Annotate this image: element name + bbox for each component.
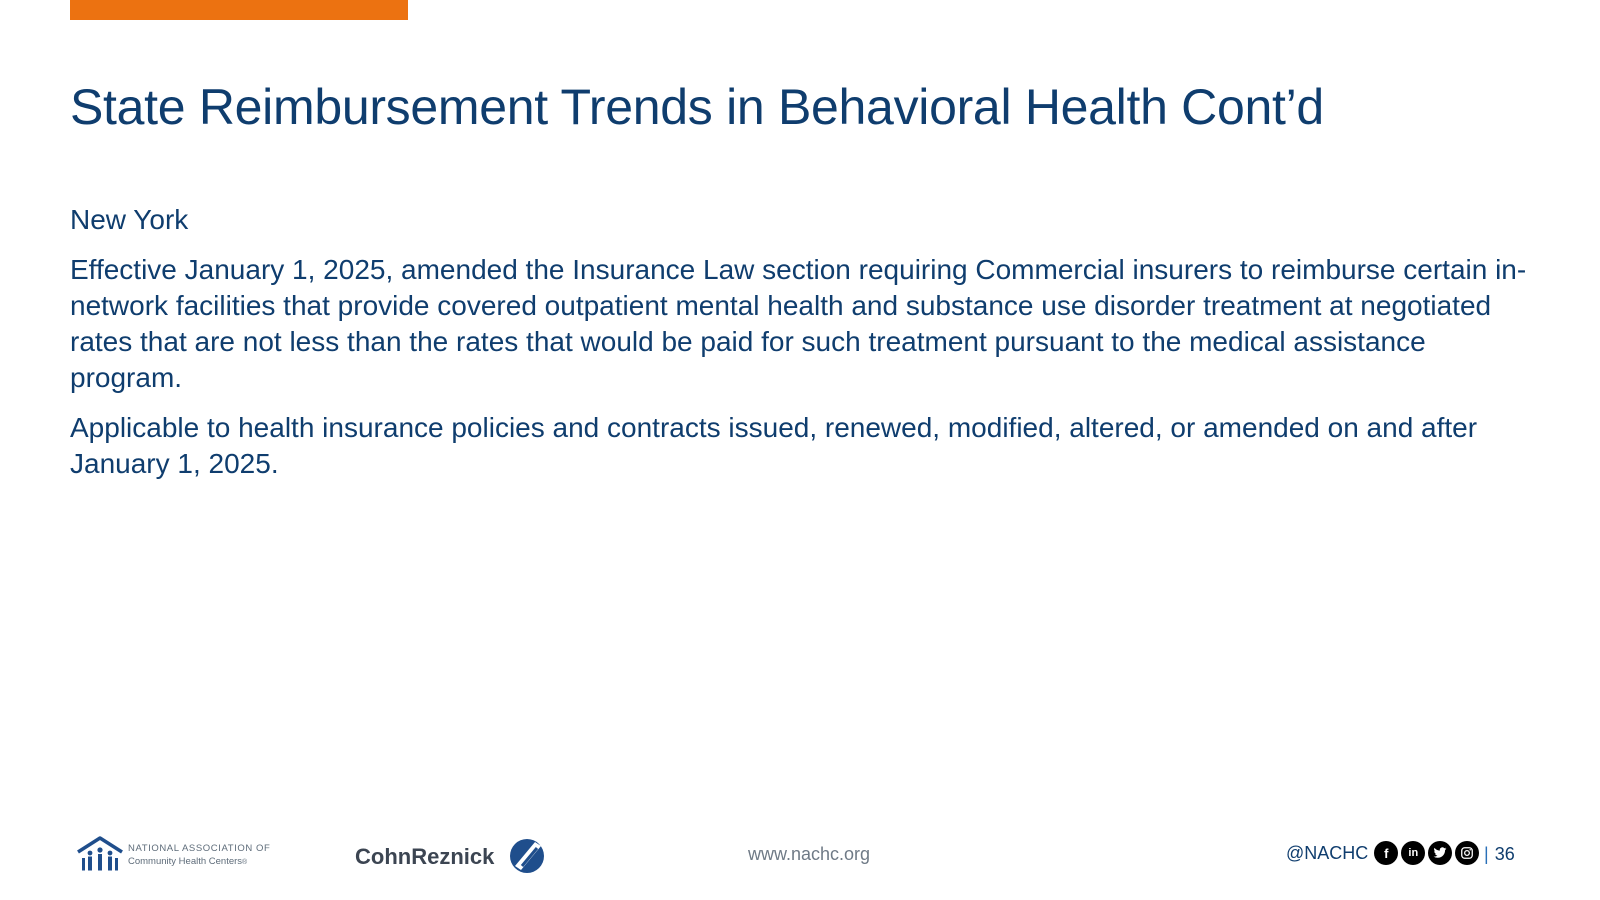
linkedin-icon[interactable]: in	[1401, 841, 1425, 865]
cohnreznick-mark-icon	[507, 836, 547, 876]
website-link[interactable]: www.nachc.org	[748, 844, 871, 864]
social-bar	[1286, 840, 1482, 866]
nachc-logo-line2: Community Health Centers®	[128, 856, 248, 867]
slide-title: State Reimbursement Trends in Behavioral Health Cont’d	[70, 79, 1324, 135]
paragraph-effective-date: Effective January 1, 2025, amended the Insurance Law section requiring Commercial insurers to reimburse certain in-network facilities that provide covered outpatient mental health and substance use disorder treatment at negotiated rates that are not less than the rates that would be paid for such treatment pursuant to the medical assistance program.	[70, 254, 1527, 393]
page-number-value: 36	[1494, 844, 1515, 864]
footer	[0, 820, 1600, 880]
instagram-icon[interactable]	[1455, 841, 1479, 865]
nachc-logo-text	[128, 842, 270, 869]
nachc-logo	[76, 836, 276, 878]
facebook-icon[interactable]: f	[1374, 841, 1398, 865]
nachc-logo-line1: NATIONAL ASSOCIATION OF	[128, 843, 271, 854]
cohnreznick-logo	[355, 836, 555, 876]
slide-body	[70, 202, 1530, 496]
nachc-house-icon	[76, 836, 124, 872]
page-number	[1484, 844, 1515, 865]
paragraph-applicability: Applicable to health insurance policies and contracts issued, renewed, modified, altered, or amended on and after January 1, 2025.	[70, 412, 1478, 479]
cohnreznick-logo-text: CohnReznick	[355, 844, 495, 869]
registered-mark: ®	[242, 859, 248, 866]
twitter-icon[interactable]	[1428, 841, 1452, 865]
social-handle[interactable]: @NACHC	[1286, 842, 1369, 863]
accent-bar	[70, 0, 408, 20]
page-separator: |	[1484, 844, 1489, 864]
section-heading-new-york: New York	[70, 204, 189, 235]
